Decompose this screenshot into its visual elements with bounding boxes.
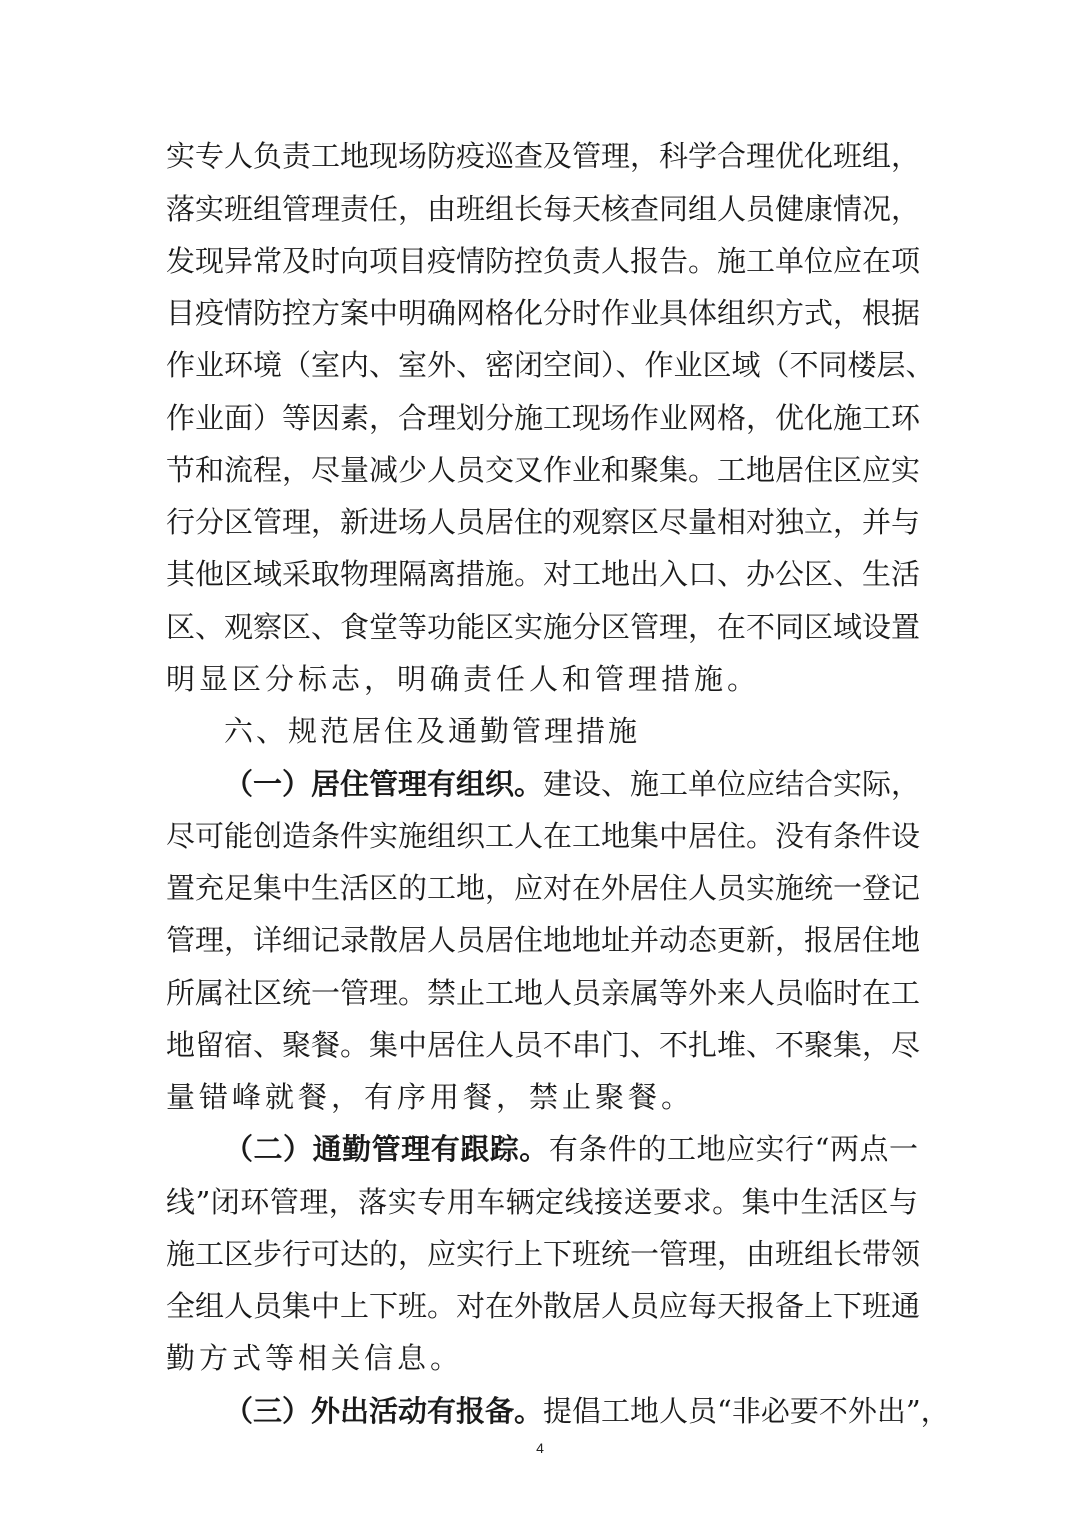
paragraph-line: 节和流程，尽量减少人员交叉作业和聚集。工地居住区应实: [166, 453, 921, 487]
item-text: 有条件的工地应实行“两点一: [548, 1132, 918, 1166]
paragraph-line: 尽可能创造条件实施组织工人在工地集中居住。没有条件设: [166, 819, 921, 853]
paragraph-line: 作业环境（室内、室外、密闭空间）、作业区域（不同楼层、: [166, 348, 935, 382]
item-first-line: [224, 1393, 950, 1429]
item-title: （三）外出活动有报备。: [224, 1394, 544, 1428]
paragraph-line: 勤方式等相关信息。: [166, 1341, 464, 1375]
paragraph-line: 量错峰就餐，有序用餐，禁止聚餐。: [166, 1080, 695, 1114]
item-title: （一）居住管理有组织。: [224, 767, 544, 801]
item-title: （二）通勤管理有跟踪。: [224, 1132, 549, 1166]
paragraph-line: 线”闭环管理，落实专用车辆定线接送要求。集中生活区与: [166, 1185, 918, 1219]
paragraph-line: 目疫情防控方案中明确网格化分时作业具体组织方式，根据: [166, 296, 921, 330]
paragraph-line: 区、观察区、食堂等功能区实施分区管理，在不同区域设置: [166, 610, 921, 644]
paragraph-line: 全组人员集中上下班。对在外散居人员应每天报备上下班通: [166, 1289, 921, 1323]
item-first-line: [224, 1131, 918, 1167]
paragraph-line: 行分区管理，新进场人员居住的观察区尽量相对独立，并与: [166, 505, 921, 539]
paragraph-line: 所属社区统一管理。禁止工地人员亲属等外来人员临时在工: [166, 976, 921, 1010]
section-heading: 六、规范居住及通勤管理措施: [224, 714, 641, 748]
paragraph-line: 地留宿、聚餐。集中居住人员不串门、不扎堆、不聚集，尽: [166, 1028, 921, 1062]
paragraph-line: 实专人负责工地现场防疫巡查及管理，科学合理优化班组，: [166, 139, 921, 173]
paragraph-line: 作业面）等因素，合理划分施工现场作业网格，优化施工环: [166, 401, 921, 435]
page-number: 4: [536, 1440, 544, 1456]
paragraph-line: 明显区分标志，明确责任人和管理措施。: [166, 662, 761, 696]
item-first-line: [224, 766, 921, 802]
paragraph-line: 其他区域采取物理隔离措施。对工地出入口、办公区、生活: [166, 557, 921, 591]
paragraph-line: 落实班组管理责任，由班组长每天核查同组人员健康情况，: [166, 192, 921, 226]
paragraph-line: 施工区步行可达的，应实行上下班统一管理，由班组长带领: [166, 1237, 921, 1271]
paragraph-line: 置充足集中生活区的工地，应对在外居住人员实施统一登记: [166, 871, 921, 905]
paragraph-line: 管理，详细记录散居人员居住地地址并动态更新，报居住地: [166, 923, 921, 957]
item-text: 建设、施工单位应结合实际，: [543, 767, 921, 801]
paragraph-line: 发现异常及时向项目疫情防控负责人报告。施工单位应在项: [166, 244, 921, 278]
item-text: 提倡工地人员“非必要不外出”，: [543, 1394, 950, 1428]
